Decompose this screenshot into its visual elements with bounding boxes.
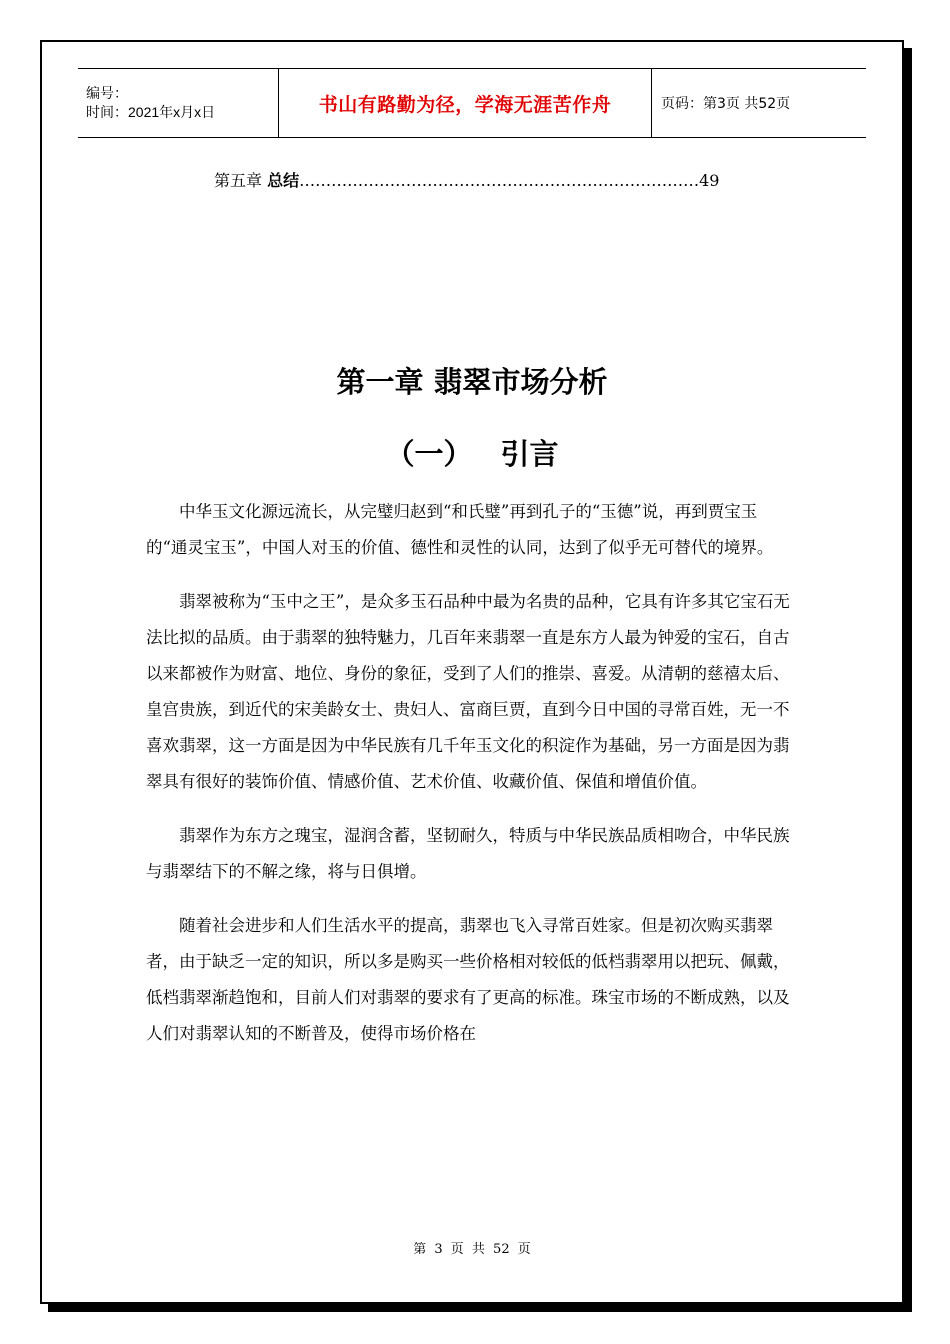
section-title: （一） 引言 <box>385 437 559 471</box>
header-page-info: 页码：第3页 共52页 <box>661 96 791 112</box>
paragraph: 翡翠作为东方之瑰宝，湿润含蓄，坚韧耐久，特质与中华民族品质相吻合，中华民族与翡翠结下的不解之缘，将与日俱增。 <box>146 826 790 881</box>
paragraph: 中华玉文化源远流长，从完璧归赵到“和氏璧”再到孔子的“玉德”说，再到贾宝玉的“通灵宝玉”，中国人对玉的价值、德性和灵性的认同，达到了似乎无可替代的境界。 <box>146 502 774 557</box>
toc-leader: ………………………………………………………………… <box>299 171 700 190</box>
toc-title: 总结 <box>267 171 300 190</box>
document-page <box>40 40 904 1304</box>
page-header <box>78 68 866 138</box>
toc-page: 49 <box>699 171 720 190</box>
code-label: 编号： <box>86 85 128 101</box>
toc-entry <box>214 168 774 191</box>
paragraph: 翡翠被称为“玉中之王”，是众多玉石品种中最为名贵的品种，它具有许多其它宝石无法比拟的品质。由于翡翠的独特魅力，几百年来翡翠一直是东方人最为钟爱的宝石，自古以来都被作为财富、地位、身份的象征，受到了人们的推崇、喜爱。从清朝的慈禧太后、皇宫贵族，到近代的宋美龄女士、贵妇人、富商巨贾，直到今日中国的寻常百姓，无一不喜欢翡翠，这一方面是因为中华民族有几千年玉文化的积淀作为基础，另一方面是因为翡翠具有很好的装饰价值、情感价值、艺术价值、收藏价值、保值和增值价值。 <box>146 592 790 791</box>
date-label: 时间：2021年x月x日 <box>86 104 216 120</box>
body-text <box>146 494 796 1070</box>
paragraph: 随着社会进步和人们生活水平的提高，翡翠也飞入寻常百姓家。但是初次购买翡翠者，由于缺乏一定的知识，所以多是购买一些价格相对较低的低档翡翠用以把玩、佩戴，低档翡翠渐趋饱和，目前人们对翡翠的要求有了更高的标准。珠宝市场的不断成熟，以及人们对翡翠认知的不断普及，使得市场价格在 <box>146 916 790 1043</box>
header-motto: 书山有路勤为径，学海无涯苦作舟 <box>279 69 652 137</box>
header-meta <box>78 69 279 137</box>
toc-chapter: 第五章 <box>214 171 263 190</box>
page-footer: 第 3 页 共 52 页 <box>413 1242 531 1257</box>
chapter-title: 第一章 翡翠市场分析 <box>336 365 608 399</box>
